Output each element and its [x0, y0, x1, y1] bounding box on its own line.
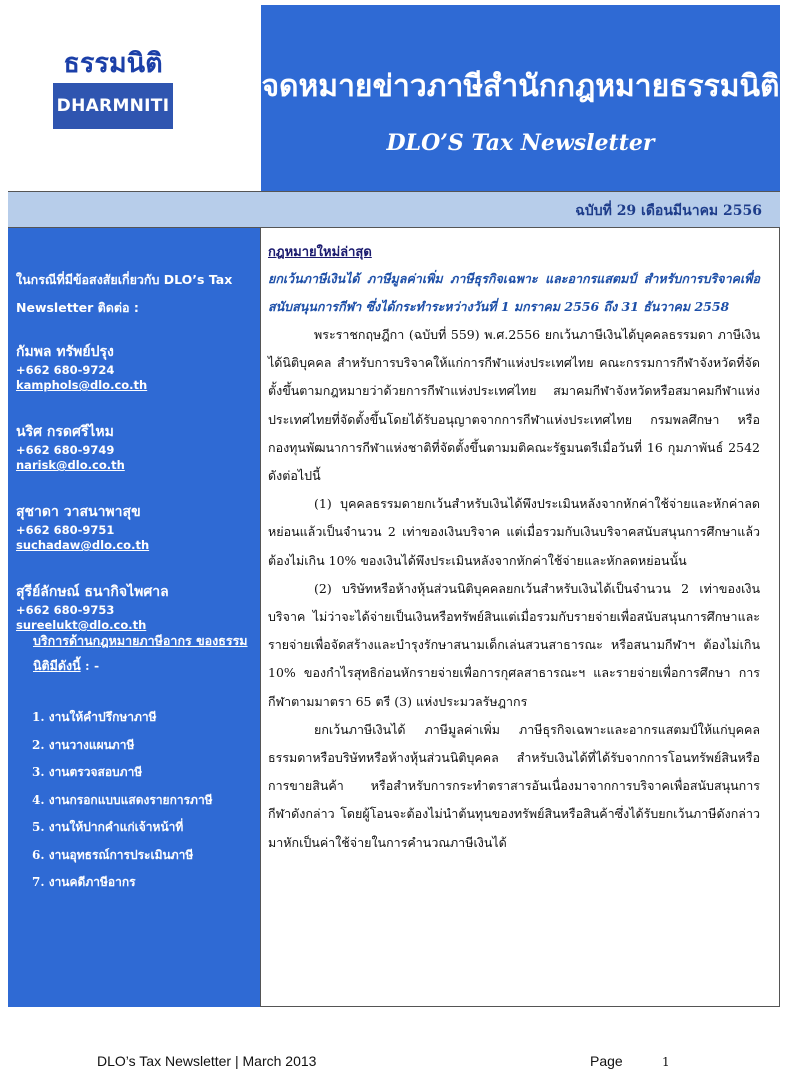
service-item: 3. งานตรวจสอบภาษี — [32, 765, 143, 779]
contact-email-link[interactable]: suchadaw@dlo.co.th — [16, 538, 150, 552]
service-item: 4. งานกรอกแบบแสดงรายการภาษี — [32, 792, 213, 807]
contact-card — [16, 581, 169, 633]
contact-phone: +662 680-9749 — [16, 443, 115, 457]
contact-name: สุรีย์ลักษณ์ ธนากิจไพศาล — [16, 584, 169, 600]
contact-name: นริศ กรดศรีไหม — [16, 424, 114, 440]
header-title-english: DLO’S Tax Newsletter — [386, 130, 655, 156]
service-item: 7. งานคดีภาษีอากร — [32, 875, 136, 889]
issue-bar — [8, 191, 780, 228]
contact-name: สุชาดา วาสนาพาสุข — [16, 504, 141, 520]
contact-name: กัมพล ทรัพย์ปรุง — [16, 344, 114, 360]
article-paragraph: (1) บุคคลธรรมดายกเว้นสำหรับเงินได้พึงประเมินหลังจากหักค่าใช้จ่ายและหักค่าลดหย่อนแล้วเป็นจำนวน 2 เท่าของเงินบริจาค แต่เมื่อรวมกับเงินบริจาคสนับสนุนการศึกษาแล้ว ต้องไม่เกิน 10% ของเงินได้พึงประเมินหลังจากหักค่าใช้จ่ายและหักลดหย่อนนั้น — [268, 496, 760, 568]
logo-box — [8, 5, 262, 191]
page-number: 1 — [662, 1055, 670, 1069]
logo-thai-text: ธรรมนิติ — [53, 45, 173, 83]
section-title: กฎหมายใหม่ล่าสุด — [268, 245, 372, 260]
contact-email-link[interactable]: narisk@dlo.co.th — [16, 458, 125, 472]
contact-card — [16, 421, 125, 473]
contact-card — [16, 501, 149, 553]
services-list — [32, 704, 213, 897]
dharmniti-logo — [53, 45, 173, 129]
contact-phone: +662 680-9753 — [16, 603, 115, 617]
services-title-suffix: : - — [80, 658, 100, 673]
services-title-text: บริการด้านกฎหมายภาษีอากร ของธรรมนิติมีดังนี้ — [33, 633, 248, 673]
service-item: 1. งานให้คำปรึกษาภาษี — [32, 710, 157, 724]
contact-phone: +662 680-9724 — [16, 363, 115, 377]
contact-card — [16, 341, 147, 393]
article-body — [268, 243, 760, 857]
logo-english-text: DHARMNITI — [53, 83, 173, 129]
service-item: 5. งานให้ปากคำแก่เจ้าหน้าที่ — [32, 820, 184, 834]
header-title-thai: จดหมายข่าวภาษีสำนักกฎหมายธรรมนิติ — [261, 69, 780, 104]
contact-email-link[interactable]: kamphols@dlo.co.th — [16, 378, 148, 392]
issue-label: ฉบับที่ 29 เดือนมีนาคม 2556 — [575, 203, 762, 219]
contact-phone: +662 680-9751 — [16, 523, 115, 537]
contact-sidebar — [8, 228, 261, 1007]
article-subtitle: ยกเว้นภาษีเงินได้ ภาษีมูลค่าเพิ่ม ภาษีธุรกิจเฉพาะ และอากรแสตมป์ สำหรับการบริจาคเพื่อสนับสนุนการกีฬา ซึ่งได้กระทำระหว่างวันที่ 1 มกราคม 2556 ถึง 31 ธันวาคม 2558 — [268, 271, 760, 314]
sidebar-intro: ในกรณีที่มีข้อสงสัยเกี่ยวกับ DLO’s Tax Newsletter ติดต่อ : — [16, 272, 233, 315]
footer-text: DLO’s Tax Newsletter | March 2013 — [97, 1053, 317, 1069]
newsletter-header — [261, 5, 780, 191]
article-paragraph: พระราชกฤษฎีกา (ฉบับที่ 559) พ.ศ.2556 ยกเว้นภาษีเงินได้บุคคลธรรมดา ภาษีเงินได้นิติบุคคล สำหรับการบริจาคให้แก่การกีฬาแห่งประเทศไทย คณะกรรมการกีฬาจังหวัดที่จัดตั้งขึ้นตามกฎหมายว่าด้วยการกีฬาแห่งประเทศไทย สมาคมกีฬาจังหวัดหรือสมาคมกีฬาแห่งประเทศไทยที่จัดตั้งขึ้นโดยได้รับอนุญาตจากการกีฬาแห่งประเทศไทย กรมพลศึกษา หรือกองทุนพัฒนาการกีฬาแห่งชาติที่จัดตั้งขึ้นตามมติคณะรัฐมนตรีเมื่อวันที่ 16 กุมภาพันธ์ 2542 ดังต่อไปนี้ — [268, 327, 760, 484]
service-item: 6. งานอุทธรณ์การประเมินภาษี — [32, 847, 194, 862]
service-item: 2. งานวางแผนภาษี — [32, 737, 135, 752]
services-title — [33, 628, 258, 678]
contact-email-link[interactable]: sureelukt@dlo.co.th — [16, 618, 147, 632]
article-paragraph: ยกเว้นภาษีเงินได้ ภาษีมูลค่าเพิ่ม ภาษีธุรกิจเฉพาะและอากรแสตมป์ให้แก่บุคคลธรรมดาหรือบริษัทหรือห้างหุ้นส่วนนิติบุคคล สำหรับเงินได้ที่ได้รับจากการโอนทรัพย์สินหรือการขายสินค้า หรือสำหรับการกระทำตราสารอันเนื่องมาจากการบริจาคเพื่อสนับสนุนการกีฬาดังกล่าว โดยผู้โอนจะต้องไม่นำต้นทุนของทรัพย์สินหรือสินค้าซึ่งได้รับยกเว้นภาษีดังกล่าวมาหักเป็นค่าใช้จ่ายในการคำนวณภาษีเงินได้ — [268, 721, 760, 850]
article-paragraph: (2) บริษัทหรือห้างหุ้นส่วนนิติบุคคลยกเว้นสำหรับเงินได้เป็นจำนวน 2 เท่าของเงินบริจาค ไม่ว่าจะได้จ่ายเป็นเงินหรือทรัพย์สินแต่เมื่อรวมกับรายจ่ายเพื่อสนับสนุนการศึกษาและรายจ่ายเพื่อจัดสร้างและบำรุงรักษาสนามเด็กเล่นสวนสาธารณะ หรือสนามกีฬาฯ ต้องไม่เกิน 10% ของกำไรสุทธิก่อนหักรายจ่ายเพื่อการกุศลสาธารณะฯ และรายจ่ายเพื่อการศึกษา การกีฬาตามมาตรา 65 ตรี (3) แห่งประมวลรัษฎากร — [268, 580, 760, 709]
page-label: Page — [590, 1053, 623, 1069]
